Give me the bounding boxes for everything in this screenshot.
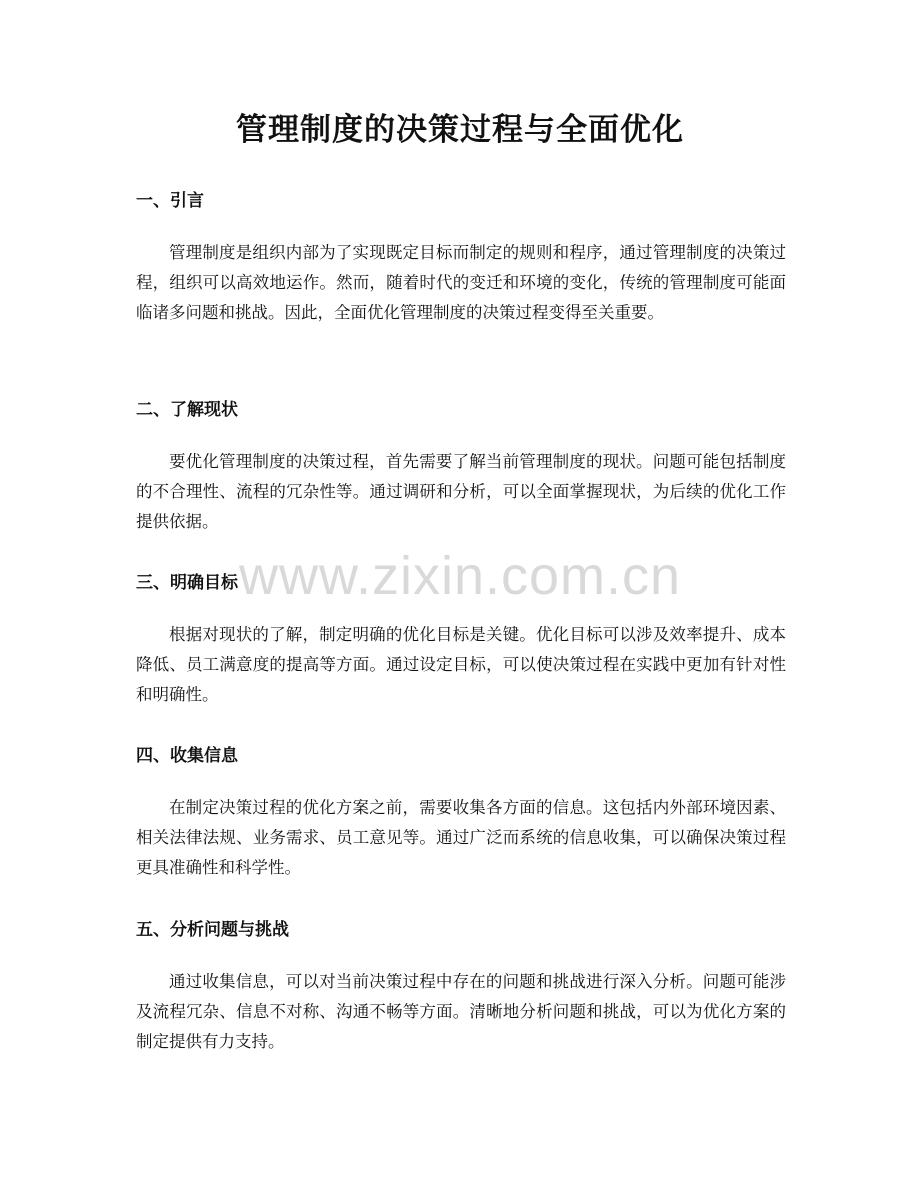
section-paragraph: 要优化管理制度的决策过程，首先需要了解当前管理制度的现状。问题可能包括制度的不合理性、流程的冗杂性等。通过调研和分析，可以全面掌握现状，为后续的优化工作提供依据。 [136, 452, 786, 531]
section-introduction [136, 188, 786, 328]
section-current-status [136, 397, 786, 537]
page-title: 管理制度的决策过程与全面优化 [236, 112, 684, 148]
section-heading: 一、引言 [136, 191, 204, 211]
section-heading: 三、明确目标 [136, 573, 238, 593]
watermark-text: www.zixin.com.cn [238, 546, 682, 606]
section-paragraph: 管理制度是组织内部为了实现既定目标而制定的规则和程序，通过管理制度的决策过程，组织可以高效地运作。然而，随着时代的变迁和环境的变化，传统的管理制度可能面临诸多问题和挑战。因此，全面优化管理制度的决策过程变得至关重要。 [136, 243, 786, 322]
section-heading: 四、收集信息 [136, 746, 238, 766]
section-paragraph: 通过收集信息，可以对当前决策过程中存在的问题和挑战进行深入分析。问题可能涉及流程冗杂、信息不对称、沟通不畅等方面。清晰地分析问题和挑战，可以为优化方案的制定提供有力支持。 [136, 972, 786, 1051]
section-analyze-problems [136, 917, 786, 1057]
section-heading: 二、了解现状 [136, 400, 238, 420]
section-paragraph: 根据对现状的了解，制定明确的优化目标是关键。优化目标可以涉及效率提升、成本降低、员工满意度的提高等方面。通过设定目标，可以使决策过程在实践中更加有针对性和明确性。 [136, 625, 786, 704]
section-paragraph: 在制定决策过程的优化方案之前，需要收集各方面的信息。这包括内外部环境因素、相关法律法规、业务需求、员工意见等。通过广泛而系统的信息收集，可以确保决策过程更具准确性和科学性。 [136, 798, 786, 877]
section-heading: 五、分析问题与挑战 [136, 920, 289, 940]
section-collect-information [136, 743, 786, 883]
section-clear-goals [136, 570, 786, 710]
